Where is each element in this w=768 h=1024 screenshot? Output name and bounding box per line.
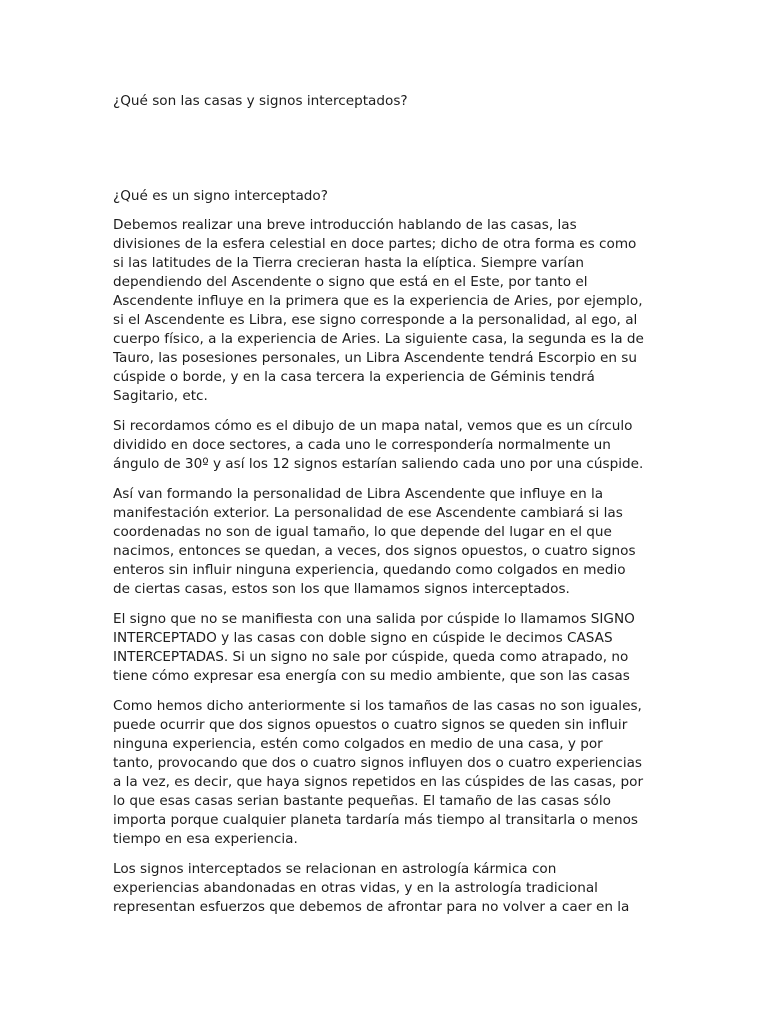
text-line: Ascendente influye en la primera que es la experiencia de Aries, por ejemplo, (113, 293, 643, 309)
text-line: lo que esas casas serian bastante pequeñas. El tamaño de las casas sólo (113, 793, 611, 809)
text-line: Tauro, las posesiones personales, un Libra Ascendente tendrá Escorpio en su (113, 350, 637, 366)
text-line: Debemos realizar una breve introducción hablando de las casas, las (113, 217, 577, 233)
text-line: Si recordamos cómo es el dibujo de un mapa natal, vemos que es un círculo (113, 418, 633, 434)
text-line: importa porque cualquier planeta tardaría más tiempo al transitarla o menos (113, 812, 638, 828)
text-line: ángulo de 30º y así los 12 signos estarían saliendo cada uno por una cúspide. (113, 456, 644, 472)
paragraph-intercepted-sign (113, 610, 653, 686)
paragraph-personality (113, 485, 653, 599)
text-line: enteros sin influir ninguna experiencia, quedando como colgados en medio (113, 562, 626, 578)
text-line: Como hemos dicho anteriormente si los tamaños de las casas no son iguales, (113, 698, 642, 714)
text-line: dividido en doce sectores, a cada uno le correspondería normalmente un (113, 437, 611, 453)
text-line: si el Ascendente es Libra, ese signo corresponde a la personalidad, al ego, al (113, 312, 638, 328)
section-heading: ¿Qué es un signo interceptado? (113, 188, 328, 204)
text-line: de ciertas casas, estos son los que llamamos signos interceptados. (113, 581, 570, 597)
paragraph-karmic (113, 860, 653, 917)
text-line: tiempo en esa experiencia. (113, 831, 298, 847)
text-line: dependiendo del Ascendente o signo que está en el Este, por tanto el (113, 274, 588, 290)
text-line: si las latitudes de la Tierra crecieran hasta la elíptica. Siempre varían (113, 255, 585, 271)
text-line: INTERCEPTADAS. Si un signo no sale por cúspide, queda como atrapado, no (113, 649, 629, 665)
text-line: tiene cómo expresar esa energía con su medio ambiente, que son las casas (113, 668, 630, 684)
document-body (113, 92, 653, 917)
text-line: a la vez, es decir, que haya signos repetidos en las cúspides de las casas, por (113, 774, 644, 790)
text-line: tanto, provocando que dos o cuatro signos influyen dos o cuatro experiencias (113, 755, 643, 771)
text-line: Sagitario, etc. (113, 388, 208, 404)
text-line: divisiones de la esfera celestial en doce partes; dicho de otra forma es como (113, 236, 637, 252)
text-line: nacimos, entonces se quedan, a veces, dos signos opuestos, o cuatro signos (113, 543, 636, 559)
text-line: Los signos interceptados se relacionan en astrología kármica con (113, 861, 557, 877)
text-line: puede ocurrir que dos signos opuestos o cuatro signos se queden sin influir (113, 717, 628, 733)
text-line: cuerpo físico, a la experiencia de Aries. La siguiente casa, la segunda es la de (113, 331, 644, 347)
paragraph-natal-chart (113, 417, 653, 474)
text-line: Así van formando la personalidad de Libra Ascendente que influye en la (113, 486, 604, 502)
text-line: INTERCEPTADO y las casas con doble signo en cúspide le decimos CASAS (113, 630, 613, 646)
text-line: El signo que no se manifiesta con una salida por cúspide lo llamamos SIGNO (113, 611, 635, 627)
document-title: ¿Qué son las casas y signos interceptados? (113, 93, 408, 109)
text-line: coordenadas no son de igual tamaño, lo que depende del lugar en el que (113, 524, 612, 540)
text-line: cúspide o borde, y en la casa tercera la experiencia de Géminis tendrá (113, 369, 595, 385)
paragraph-houses-intro (113, 216, 653, 406)
text-line: experiencias abandonadas en otras vidas, y en la astrología tradicional (113, 880, 598, 896)
text-line: manifestación exterior. La personalidad de ese Ascendente cambiará si las (113, 505, 623, 521)
text-line: ninguna experiencia, estén como colgados en medio de una casa, y por (113, 736, 603, 752)
text-line: representan esfuerzos que debemos de afrontar para no volver a caer en la (113, 899, 630, 915)
paragraph-house-sizes (113, 697, 653, 849)
